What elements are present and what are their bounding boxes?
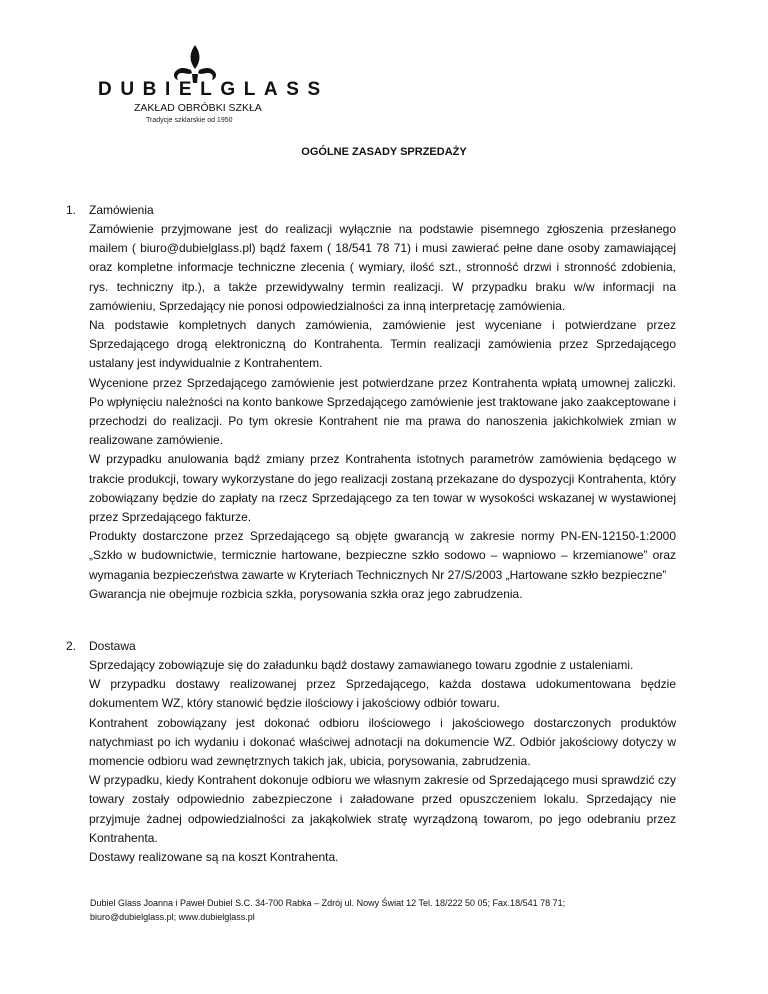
paragraph: Na podstawie kompletnych danych zamówienia, zamówienie jest wyceniane i potwierdzane przez Sprzedającego drogą elektroniczną do Kontrahenta. Termin realizacji zamówienia przez Sprzedającego ustalany jest indywidualnie z Kontrahentem. [89,318,676,371]
paragraph: W przypadku anulowania bądź zmiany przez Kontrahenta istotnych parametrów zamówienia będącego w trakcie produkcji, towary wykorzystane do jego realizacji zostaną przekazane do dyspozycji Kontrahenta, który zobowiązany będzie do zapłaty na rzecz Sprzedającego za ten towar w wysokości wskazanej w wystawionej przez Sprzedającego fakturze. [89,452,676,525]
paragraph: Kontrahent zobowiązany jest dokonać odbioru ilościowego i jakościowego dostarczonych produktów natychmiast po ich wydaniu i dokonać właściwej adnotacji na dokumencie WZ. Odbiór jakościowy dotyczy w momencie odbioru wad zewnętrznych takich jak, ubicia, porysowania, zabrudzenia. [89,715,676,769]
section-heading: Dostawa [89,639,136,653]
paragraph: Wycenione przez Sprzedającego zamówienie jest potwierdzane przez Kontrahenta wpłatą umownej zaliczki. Po wpłynięciu należności na konto bankowe Sprzedającego zamówienie jest traktowane jako zaakceptowane i przechodzi do realizacji. Po tym okresie Kontrahent nie ma prawa do nanoszenia jakichkolwiek zmian w realizowane zamówienie. [89,375,676,448]
paragraph: Produkty dostarczone przez Sprzedającego są objęte gwarancją w zakresie normy PN-EN-12150-1:2000 „Szkło w budownictwie, termicznie hartowane, bezpieczne szkło sodowo – wapniowo – krzemianowe” oraz wymagania bezpieczeństwa zawarte w Kryteriach Technicznych Nr 27/S/2003 „Hartowane szkło bezpieczne” [89,529,676,582]
paragraph: Zamówienie przyjmowane jest do realizacji wyłącznie na podstawie pisemnego zgłoszenia przesłanego mailem ( biuro@dubielglass.pl) bądź faxem ( 18/541 78 71) i musi zawierać pełne dane osoby zamawiającej oraz kompletne informacje techniczne zlecenia ( wymiary, ilość szt., stronność drzwi i stronność zdobienia, rys. techniczny itp.), a także przewidywalny termin realizacji. W przypadku braku w/w informacji na zamówieniu, Sprzedający nie ponosi odpowiedzialności za inną interpretację zamówienia. [89,222,676,313]
section-number: 2. [66,639,77,653]
footer-address: Dubiel Glass Joanna i Paweł Dubiel S.C. 34-700 Rabka – Zdrój ul. Nowy Świat 12 Tel. 18/222 50 05; Fax.18/541 78 71; [90,898,566,908]
paragraph: Sprzedający zobowiązuje się do załadunku bądź dostawy zamawianego towaru zgodnie z ustaleniami. [89,658,634,672]
brand-subtitle: ZAKŁAD OBRÓBKI SZKŁA [134,102,262,114]
footer [90,896,690,924]
section-heading: Zamówienia [89,203,154,217]
paragraph: W przypadku dostawy realizowanej przez Sprzedającego, każda dostawa udokumentowana będzie dokumentem WZ, który stanowić będzie ilościowy i jakościowy odbiór towaru. [89,677,676,711]
brand-tagline: Tradycje szklarskie od 1950 [146,117,233,124]
brand-name: DUBIELGLASS [98,79,329,100]
paragraph: W przypadku, kiedy Kontrahent dokonuje odbioru we własnym zakresie od Sprzedającego musi sprawdzić czy towary zostały odpowiednio zabezpieczone i załadowane przed opuszczeniem lokalu. Sprzedający nie przyjmuje żadnej odpowiedzialności za jakąkolwiek stratę wyrządzoną towarom, po jego odebraniu przez Kontrahenta. [89,773,676,845]
section-number: 1. [66,203,77,217]
paragraph: Dostawy realizowane są na koszt Kontrahenta. [89,850,339,865]
paragraph: Gwarancja nie obejmuje rozbicia szkła, porysowania szkła oraz jego zabrudzenia. [89,586,523,601]
fleur-de-lis-icon [172,44,218,84]
section-delivery [66,637,676,867]
document-title: OGÓLNE ZASADY SPRZEDAŻY [301,146,467,158]
section-orders [66,201,676,604]
footer-contact: biuro@dubielglass.pl; www.dubielglass.pl [90,912,255,922]
